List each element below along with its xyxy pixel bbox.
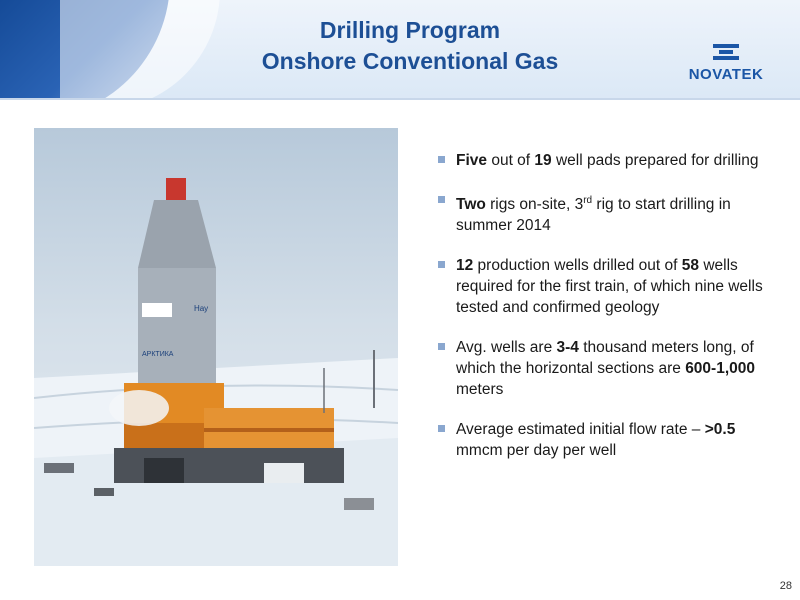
rig-sign-1: Нау bbox=[194, 304, 209, 313]
novatek-logo-icon bbox=[713, 44, 739, 60]
novatek-logo bbox=[676, 44, 776, 83]
slide-title-line2: Onshore Conventional Gas bbox=[261, 48, 559, 74]
bullet-item: Five out of 19 well pads prepared for drilling bbox=[438, 150, 778, 171]
slide-header bbox=[0, 0, 800, 100]
square-bullet-icon bbox=[438, 343, 445, 350]
square-bullet-icon bbox=[438, 425, 445, 432]
square-bullet-icon bbox=[438, 196, 445, 203]
slide-title-line1: Drilling Program bbox=[319, 17, 501, 43]
logo-text: NOVATEK bbox=[688, 66, 764, 83]
bullet-item: Avg. wells are 3-4 thousand meters long, of which the horizontal sections are 600-1,000 meters bbox=[438, 337, 778, 400]
square-bullet-icon bbox=[438, 261, 445, 268]
square-bullet-icon bbox=[438, 156, 445, 163]
drilling-rig-photo bbox=[34, 128, 398, 566]
rig-sign-2: АРКТИКА bbox=[142, 351, 174, 358]
bullet-item: Two rigs on-site, 3rd rig to start drilling in summer 2014 bbox=[438, 190, 778, 236]
bullet-item: 12 production wells drilled out of 58 wells required for the first train, of which nine wells tested and confirmed geology bbox=[438, 255, 778, 318]
bullet-list bbox=[438, 150, 778, 480]
page-number: 28 bbox=[779, 580, 792, 592]
header-swoosh-highlight bbox=[60, 0, 220, 100]
bullet-item: Average estimated initial flow rate – >0.5 mmcm per day per well bbox=[438, 419, 778, 461]
header-divider bbox=[0, 98, 800, 100]
